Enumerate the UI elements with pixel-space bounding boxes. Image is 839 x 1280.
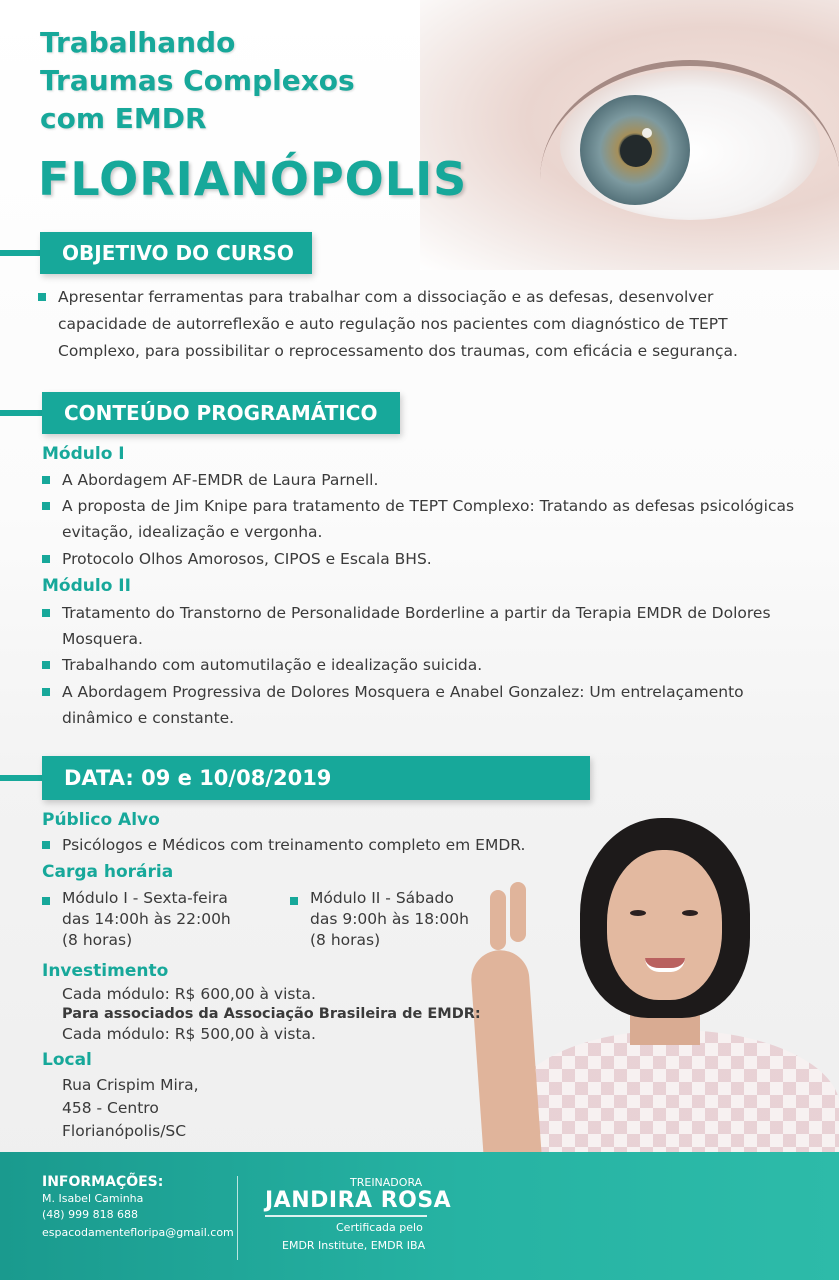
module1-item-2: A proposta de Jim Knipe para tratamento de TEPT Complexo: Tratando as defesas psicológicas (62, 493, 794, 519)
title-line-3: com EMDR (40, 102, 207, 135)
objective-line-1: Apresentar ferramentas para trabalhar com a dissociação e as defesas, desenvolver (58, 284, 713, 311)
info-name: M. Isabel Caminha (42, 1192, 144, 1205)
module1-item-3: Protocolo Olhos Amorosos, CIPOS e Escala BHS. (62, 546, 432, 572)
cert-line-1: Certificada pelo (336, 1221, 423, 1234)
eye-glint (642, 128, 652, 138)
workload-col2-line3: (8 horas) (310, 931, 381, 949)
workload-col2-line1: Módulo II - Sábado (310, 889, 454, 907)
investment-line-2: Para associados da Associação Brasileira de EMDR: (62, 1006, 481, 1022)
module2-item-3: A Abordagem Progressiva de Dolores Mosquera e Anabel Gonzalez: Um entrelaçamento (62, 679, 744, 705)
module2-title: Módulo II (42, 576, 131, 596)
title-line-2: Traumas Complexos (40, 64, 355, 97)
city-title: FLORIANÓPOLIS (38, 152, 468, 206)
module2-item-1-cont: Mosquera. (62, 630, 143, 648)
photo-eye-right (682, 910, 698, 916)
trainer-name: JANDIRA ROSA (265, 1188, 452, 1213)
info-title: INFORMAÇÕES: (42, 1174, 164, 1190)
module2-item-3-cont: dinâmico e constante. (62, 709, 235, 727)
audience-title: Público Alvo (42, 810, 160, 830)
investment-title: Investimento (42, 961, 169, 981)
location-title: Local (42, 1050, 92, 1070)
location-line-2: 458 - Centro (62, 1099, 159, 1117)
info-phone: (48) 999 818 688 (42, 1208, 139, 1221)
title-line-1: Trabalhando (40, 26, 236, 59)
location-line-1: Rua Crispim Mira, (62, 1076, 199, 1094)
objective-line-3: Complexo, para possibilitar o reprocessamento dos traumas, com eficácia e segurança. (58, 342, 738, 360)
photo-finger-1 (490, 890, 506, 950)
photo-finger-2 (510, 882, 526, 942)
module1-title: Módulo I (42, 444, 125, 464)
investment-line-3: Cada módulo: R$ 500,00 à vista. (62, 1025, 316, 1043)
footer-divider (237, 1176, 238, 1260)
photo-face (607, 850, 722, 1000)
workload-col2-line2: das 9:00h às 18:00h (310, 910, 469, 928)
cert-line-2: EMDR Institute, EMDR IBA (282, 1239, 426, 1252)
photo-eye-left (630, 910, 646, 916)
investment-line-1: Cada módulo: R$ 600,00 à vista. (62, 985, 316, 1003)
module1-item-2-cont: evitação, idealização e vergonha. (62, 523, 323, 541)
info-email[interactable]: espacodamentefloripa@gmail.com (42, 1226, 234, 1239)
workload-title: Carga horária (42, 862, 174, 882)
trainer-label: TREINADORA (350, 1176, 423, 1189)
program-heading: CONTEÚDO PROGRAMÁTICO (42, 392, 400, 434)
objective-line-2: capacidade de autorreflexão e auto regulação nos pacientes com diagnóstico de TEPT (58, 315, 728, 333)
workload-col1-line1: Módulo I - Sexta-feira (62, 889, 228, 907)
objective-heading: OBJETIVO DO CURSO (40, 232, 312, 274)
date-heading: DATA: 09 e 10/08/2019 (42, 756, 590, 800)
module2-item-2: Trabalhando com automutilação e idealização suicida. (62, 652, 482, 678)
location-line-3: Florianópolis/SC (62, 1122, 187, 1140)
workload-col1-line2: das 14:00h às 22:00h (62, 910, 231, 928)
module2-item-1: Tratamento do Transtorno de Personalidade Borderline a partir da Terapia EMDR de Dolores (62, 600, 771, 626)
eye-pupil (620, 135, 652, 167)
module1-item-1: A Abordagem AF-EMDR de Laura Parnell. (62, 467, 378, 493)
workload-col1-line3: (8 horas) (62, 931, 133, 949)
eye-photo (420, 0, 839, 270)
trainer-underline (265, 1215, 427, 1217)
audience-text: Psicólogos e Médicos com treinamento completo em EMDR. (62, 832, 525, 858)
